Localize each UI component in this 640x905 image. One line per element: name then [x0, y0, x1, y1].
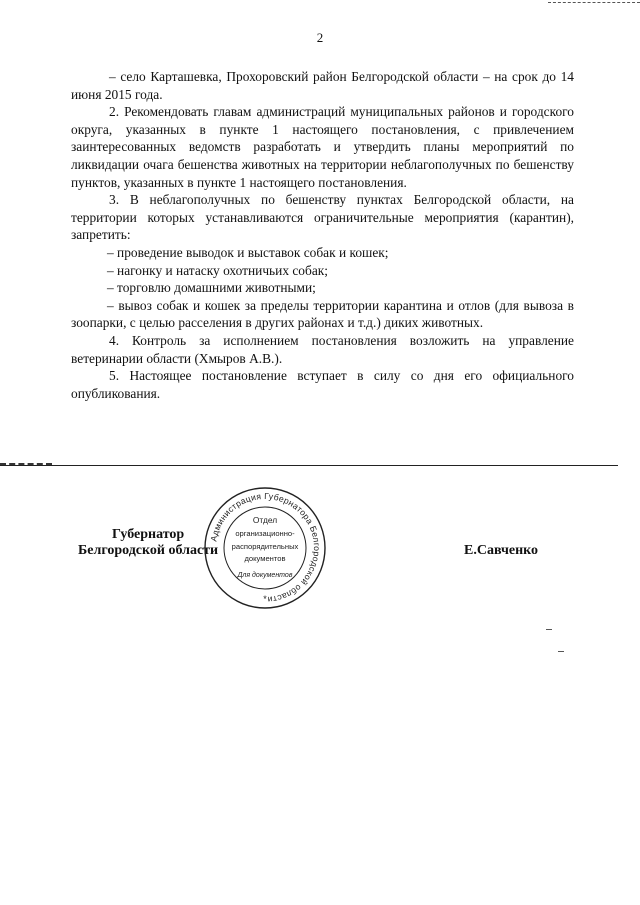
separator-line — [0, 465, 618, 466]
seal-star-icon: * — [263, 594, 267, 604]
page-number: 2 — [316, 30, 324, 45]
signatory-region: Белгородской области — [78, 543, 219, 558]
seal-line-3: распорядительных — [231, 542, 299, 551]
seal-ring-text: Администрация Губернатора Белгородской области — [208, 490, 323, 605]
paragraph-3: 3. В неблагополучных по бешенству пунктах Белгородской области, на территории которых устанавливаются ограничительные мероприятия (карантин), запретить: — [71, 192, 574, 243]
paragraph-2: 2. Рекомендовать главам администраций муниципальных районов и городского округа, указанных в пункте 1 настоящего постановления, с привлечением заинтересованных ведомств разработать и утвердить планы мероприятий по ликвидации очага бешенства животных на территории неблагополучных по бешенству пунктов, указанных в пункте 1 настоящего постановления. — [71, 104, 574, 190]
scan-speck — [558, 651, 564, 652]
prohibition-item-pet-trade: – торговлю домашними животными; — [107, 280, 316, 296]
seal-line-1: Отдел — [252, 515, 278, 525]
seal-line-4: документов — [244, 554, 286, 563]
scan-speck — [546, 629, 552, 630]
prohibition-item-export: – вывоз собак и кошек за пределы территории карантина и отлов (для вывоза в зоопарки, с целью расселения в других районах и т.д.) диких животных. — [71, 297, 574, 331]
document-body — [71, 68, 574, 402]
signatory-title: Губернатор — [112, 527, 185, 542]
paragraph-4: 4. Контроль за исполнением постановления возложить на управление ветеринарии области (Хмыров А.В.). — [71, 332, 574, 366]
prohibition-item-hunting-dogs: – нагонку и натаску охотничьих собак; — [107, 262, 328, 278]
prohibition-item-exhibitions: – проведение выводок и выставок собак и кошек; — [107, 244, 389, 260]
paragraph-list-item-kartashevka: – село Карташевка, Прохоровский район Белгородской области – на срок до 14 июня 2015 года. — [71, 69, 574, 102]
seal-bottom-text: Для документов — [237, 572, 293, 579]
signatory-name: Е.Савченко — [464, 543, 539, 558]
top-edge-mark — [548, 2, 640, 3]
official-seal — [203, 486, 327, 610]
paragraph-5: 5. Настоящее постановление вступает в силу со дня его официального опубликования. — [71, 368, 574, 401]
seal-line-2: организационно- — [235, 529, 295, 538]
